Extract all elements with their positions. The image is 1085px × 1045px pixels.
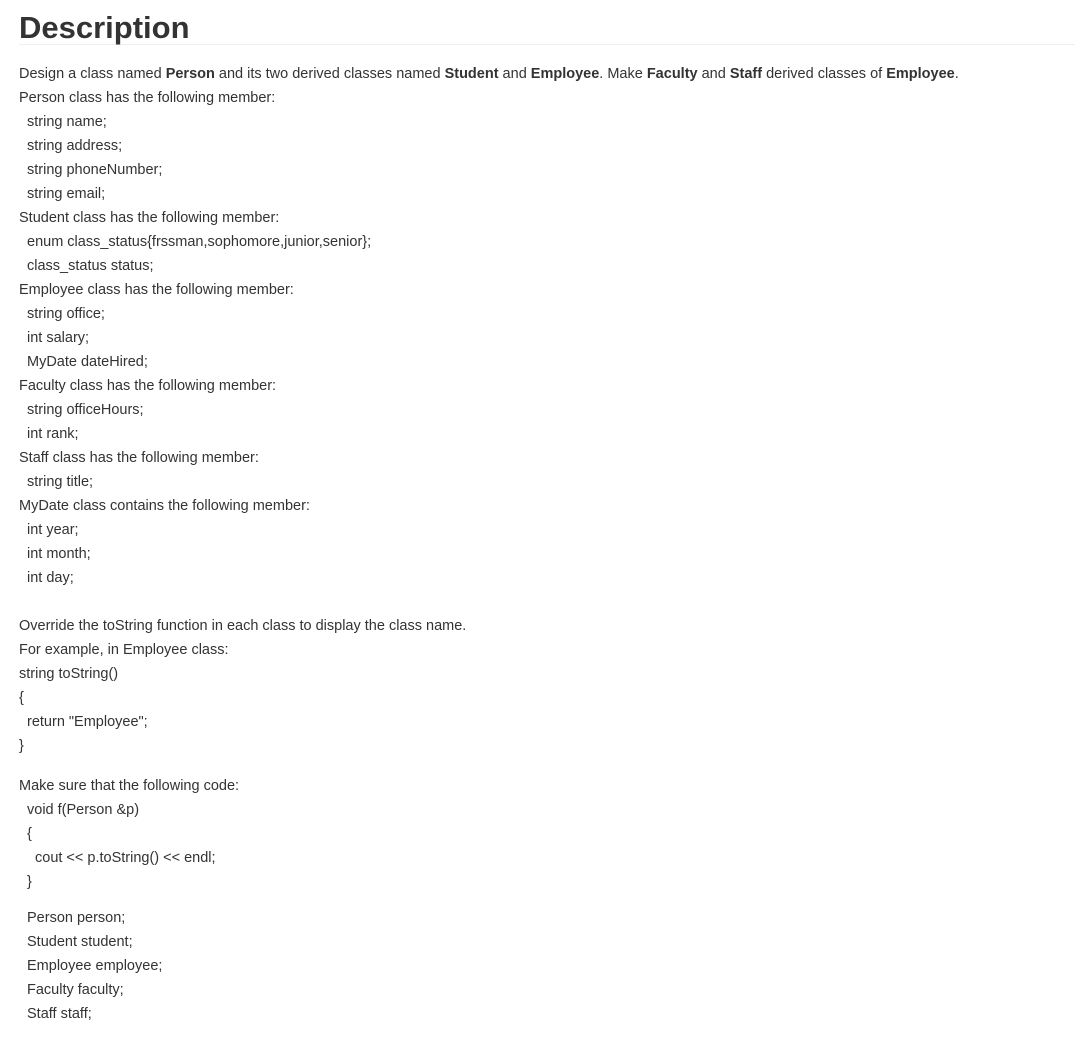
page-title: Description — [19, 0, 1075, 45]
description-content — [19, 62, 1075, 1026]
faculty-member-line: string officeHours; — [27, 402, 144, 418]
intro-text-7: . — [954, 66, 959, 82]
intro-text-5: and — [697, 66, 730, 82]
code-line: } — [19, 738, 24, 754]
code-line: void f(Person &p) — [27, 802, 140, 818]
class-name-student: Student — [444, 66, 499, 82]
employee-member-line: MyDate dateHired; — [27, 354, 148, 370]
spacer — [19, 590, 1075, 614]
class-name-staff: Staff — [729, 66, 763, 82]
faculty-class-heading: Faculty class has the following member: — [19, 378, 277, 394]
person-member-line: string phoneNumber; — [27, 162, 163, 178]
code-line: Faculty faculty; — [27, 982, 124, 998]
mydate-class-heading: MyDate class contains the following member: — [19, 498, 310, 514]
mydate-member-line: int month; — [27, 546, 91, 562]
staff-class-heading: Staff class has the following member: — [19, 450, 259, 466]
code-line: Staff staff; — [27, 1006, 92, 1022]
mydate-member-line: int year; — [27, 522, 79, 538]
code-line: string toString() — [19, 666, 119, 682]
code-line: return "Employee"; — [27, 714, 148, 730]
person-member-line: string address; — [27, 138, 123, 154]
code-line: } — [27, 874, 32, 890]
intro-text-1: Design a class named — [19, 66, 166, 82]
person-member-line: string name; — [27, 114, 107, 130]
intro-text-2: and its two derived classes named — [214, 66, 445, 82]
faculty-member-line: int rank; — [27, 426, 79, 442]
code-line: Person person; — [27, 910, 126, 926]
intro-paragraph — [19, 62, 1075, 86]
class-name-employee: Employee — [530, 66, 600, 82]
example-intro: For example, in Employee class: — [19, 642, 229, 658]
intro-text-3: and — [498, 66, 531, 82]
code-line: Employee employee; — [27, 958, 163, 974]
student-member-line: class_status status; — [27, 258, 154, 274]
description-page — [19, 0, 1075, 1026]
code-line: { — [19, 690, 24, 706]
code-line: Student student; — [27, 934, 133, 950]
code-line: { — [27, 826, 32, 842]
class-name-faculty: Faculty — [646, 66, 698, 82]
make-sure-instruction: Make sure that the following code: — [19, 778, 240, 794]
employee-class-heading: Employee class has the following member: — [19, 282, 294, 298]
spacer — [19, 894, 1075, 906]
intro-text-6: derived classes of — [762, 66, 887, 82]
person-member-line: string email; — [27, 186, 106, 202]
person-class-heading: Person class has the following member: — [19, 90, 276, 106]
employee-member-line: int salary; — [27, 330, 90, 346]
student-member-line: enum class_status{frssman,sophomore,junior,senior}; — [27, 234, 372, 250]
intro-text-4: . Make — [599, 66, 647, 82]
class-name-person: Person — [165, 66, 215, 82]
code-line: cout << p.toString() << endl; — [35, 850, 216, 866]
student-class-heading: Student class has the following member: — [19, 210, 280, 226]
override-instruction: Override the toString function in each class to display the class name. — [19, 618, 467, 634]
staff-member-line: string title; — [27, 474, 94, 490]
class-name-employee-base: Employee — [886, 66, 955, 82]
employee-member-line: string office; — [27, 306, 105, 322]
spacer — [19, 758, 1075, 774]
mydate-member-line: int day; — [27, 570, 74, 586]
